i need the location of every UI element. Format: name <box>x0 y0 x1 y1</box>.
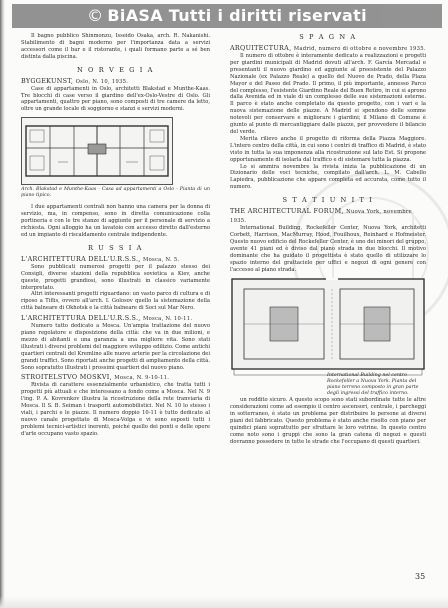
byggekunst-text: Case di appartamenti in Oslo, architetti Blakstad e Munthe-Kaas. Tre blocchi di case verso il giardino dell'ex-Oslo-Vestre di Oslo. Gli appartamenti, quattro per piano, sono composti di tre camere da letto, oltre un grande locale di soggiorno e stanzi e servizi moderni. <box>21 85 210 113</box>
arch-urss-5-text: Sono pubblicati numerosi progetti per il palazzo stesso dei Consigli, diverse stazioni della repubblica sovietica a Kiev, anche queste, progetti grandiosi, sono illustrati in classico variamente interpretato. <box>21 263 210 291</box>
page-number: 35 <box>415 572 426 581</box>
journal-issue: Nuova York, novembre 1935. <box>230 209 413 225</box>
building-plan-figure <box>230 277 426 395</box>
copyright-watermark <box>12 4 442 28</box>
oslo-paragraph-2: I due appartamenti centrali non hanno una camera per la donna di servizio, ma, in compenso, sono in diretta comunicazione colla portineria e con le tre stanze di aggiunte per il personale di servizio a richiesta. Ogni alloggio ha un lavatoio con accesso diretto dall'esterno ed un impianto di riscaldamento centrale indipendente. <box>21 204 210 238</box>
journal-issue: Mosca, N. 5. <box>142 256 180 263</box>
stroitelstvo-text: Rivista di carattere essenzialmente urbanistico, che tratta tutti i progetti più attuali e che interessano a fondo come a Mosca. Nel N. 9 l'ing. P. A. Kovrenkov illustra la ricostruzione della rete tranviaria di Mosca. Il S. B. Seiman i trasporti automobilistici. Nel N. 10 lo stesso i viali, i parchi e le piazze. Il numero doppio 10-11 è tutto dedicato al nuovo canale progettato di Mosca-Volga e vi sono esposti tutti i problemi tecnici-artistici inerenti, poiché quello dei ponti e delle opere d'arte occupano vasto spazio. <box>21 382 210 437</box>
section-russia: R U S S I A <box>87 243 143 252</box>
arquitectura-text-2: Merita rilievo anche il progetto di riforma della Piazza Maggiore. L'intero centro della città, in cui sono i centri di traffico di Madrid, è stato visto in tutta la sua imponenza alla ricostruzione sul lato Est. Si propone opportunamente di isolarla dal traffico e di sistemare tutta la piazza. <box>230 135 426 163</box>
arch-urss-10-11-text: Numero tutto dedicato a Mosca. Un'ampia trattazione del nuovo piano regolatore e disposizione della città: che va in due milioni, e mezzo di abitanti e una garanzia a una migliore vita. Sono stati illustrati i diversi problemi del maggiore sviluppo edilizio. Come antichi quartieri centrali del Kremlino alle nuove arterie per la circolazione dei grandi traffici. Sono riportati anche progetti di ampliamento della città. Sono sopratutto illustrati i prossimi quartieri del nuovo piano. <box>21 323 210 371</box>
page-bottom-edge <box>0 596 448 608</box>
journal-title-byggekunst <box>21 77 210 86</box>
journal-title-architectural-forum <box>230 207 426 225</box>
section-stati-uniti: S T A T I U N I T I <box>282 196 374 205</box>
section-spagna: S P A G N A <box>299 33 357 41</box>
journal-title-arch-urss-10-11 <box>21 314 210 323</box>
left-column <box>21 33 210 438</box>
journal-title: L'ARCHITETTURA DELL'U.R.S.S., <box>21 254 141 263</box>
arquitectura-text: Il numero di ottobre è interamente dedicato a realizzazioni e progetti per giardini municipali di Madrid dovuti all'arch. F. García Mercadal e presentanti il nuovo giardino ed aggiunte al preesistente del Palazzo Nazionale (ex Palazzo Reale) a quello del Nuovo de Prado, della Plaza Mayor e del Paseo del Prado. Il primo, il più importante, annesso Parco del complesso, l'esistente Giardino Reale del Buen Retiro, in cui si aprono dalla Avenida ed in viale di un complesso delle sue sistemazioni esterne. Il parco è stato anche completato da questo progetto, con i vari e la nuova sistemazione delle piazze. A Madrid si spendono delle somme notevoli per conservare e migliorare i giardini; il Milano di Comune è giunto al punto di mercantiggiare dalle piazze, per provvedere il bilancio del verde. <box>230 53 426 135</box>
journal-title: STROITELSTVO MOSKVI, <box>21 373 112 382</box>
journal-title: ARQUITECTURA, <box>230 44 292 52</box>
journal-issue: Oslo, N. 10, 1935. <box>75 78 129 85</box>
forum-text-2: un reddito sicuro. A questo scopo sono stati subordinate tutte le altre considerazioni come ad esempio il centro ascensori, centrale, i parcheggi in sotterraneo, è stato un problema per distribuire le persone ai diversi piani del fabbricato. Questo problema è stato anche risolto con piano per quindici piani soprattutto per sfruttare le loro vetrine. In questo centro come noto sono i gruppi che sono la gran catena di negozi e questi dovranno possedere in tutte le strade che l'occupano di questi quartieri. <box>230 397 426 445</box>
section-norvegia: N O R V E G I A <box>76 65 155 74</box>
journal-issue: Madrid, numero di ottobre e novembre 1935. <box>293 46 426 52</box>
intro-paragraph: Il bagno pubblico Shinmonzu, Isseido Osaka, arch. R. Nakanishi. Stabilimento di bagni moderno per l'importanza data a servizi accessori come il bar e il ristorante, i quali formano parte a sé ben distinta dalla piscina. <box>21 33 210 60</box>
building-plan-caption: International Building nel centro Rockefeller a Nuova York. Pianta del piano terreno composto in gran parte degli ingressi del traffico interno. <box>327 373 419 397</box>
journal-issue: Mosca, N. 10-11. <box>142 316 193 323</box>
copyright-symbol: © <box>87 6 104 25</box>
page-edge-shadow <box>0 0 5 608</box>
arch-urss-5-text-2: Altri interessanti progetti riguardano: un vasto parco di cultura e di riposo a Tiflis, ovvero all'arch. I. Golosov quello la sistemazione della città balneare di Okhotsk e la città balneare di Soci sul Mar Nero. <box>21 291 210 312</box>
journal-title-arch-urss-5 <box>21 255 210 264</box>
floor-plan-caption: Arch. Blakstad e Munthe-Kaas - Casa ad appartamenti a Oslo - Pianta di un piano tipico. <box>21 187 210 199</box>
floor-plan-figure <box>21 117 173 185</box>
journal-title: THE ARCHITECTURAL FORUM, <box>230 207 344 216</box>
watermark-text: BiASA Tutti i diritti riservati <box>107 6 367 25</box>
journal-issue: Mosca, N. 9-10-11. <box>114 375 170 382</box>
right-column <box>230 33 426 446</box>
journal-title: BYGGEKUNST, <box>21 76 74 85</box>
floor-plan-drawing <box>22 118 172 184</box>
journal-title-arquitectura <box>230 44 426 53</box>
journal-title-stroitelstvo <box>21 373 210 382</box>
arquitectura-text-3: Lo si ammira novembre la rivista inizia la pubblicazione di un Dizionario delle voci tecniche, compilato dall'arch. L. M. Cabello Lapiedra, pubblicazione che appare completa ed accurata, come tutto il numero. <box>230 163 426 191</box>
forum-text: International Building, Rockefeller Center, Nuova York, architetti Corbett, Harrison, MacMurray, Hood, Fouilhoux, Reinhard e Hofmeister. Questo nuovo edificio del Rockefeller Center, è uno dei minori del gruppo, avente 41 piani ed è diviso dal piano strada in due blocchi. Il motivo dominante che ha guidato il progettista è stato quello di utilizzare lo spazio interno del grattacielo per uffici e negozi di ogni genere con l'accesso al piano strada. <box>230 225 426 273</box>
journal-title: L'ARCHITETTURA DELL'U.R.S.S., <box>21 314 141 323</box>
